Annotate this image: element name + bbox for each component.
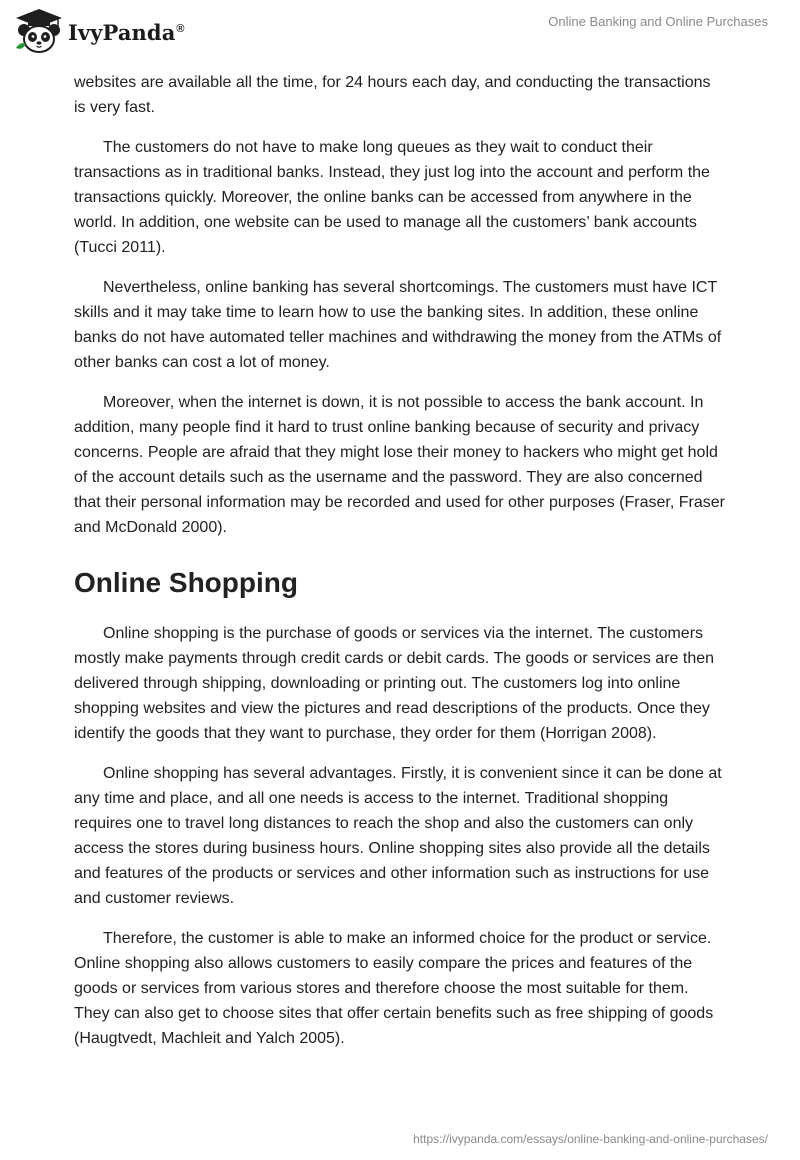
brand-name: IvyPanda® [68, 19, 185, 45]
page-header [0, 0, 800, 72]
panda-graduate-icon [14, 8, 64, 56]
paragraph: Online shopping has several advantages. Firstly, it is convenient since it can be done at any time and place, and all one needs is access to the internet. Traditional shopping requires one to travel long distances to reach the shop and also the customers can only access the stores during business hours. Online shopping sites also provide all the details and features of the products or services and other information such as instructions for use and customer reviews. [74, 765, 722, 907]
registered-mark: ® [176, 22, 185, 35]
paragraph: The customers do not have to make long queues as they wait to conduct their transactions as in traditional banks. Instead, they just log into the account and perform the transactions quickly. Moreover, the online banks can be accessed from anywhere in the world. In addition, one website can be used to manage all the customers’ bank accounts (Tucci 2011). [74, 139, 710, 256]
essay-body [74, 70, 726, 1066]
document-title: Online Banking and Online Purchases [548, 14, 768, 29]
source-url[interactable]: https://ivypanda.com/essays/online-banking-and-online-purchases/ [413, 1132, 768, 1146]
paragraph: Moreover, when the internet is down, it is not possible to access the bank account. In addition, many people find it hard to trust online banking because of security and privacy concerns. People are afraid that they might lose their money to hackers who might get hold of the account details such as the username and the password. They are also concerned that their personal information may be recorded and used for other purposes (Fraser, Fraser and McDonald 2000). [74, 394, 725, 536]
paragraph: websites are available all the time, for 24 hours each day, and conducting the transactions is very fast. [74, 74, 711, 116]
paragraph: Therefore, the customer is able to make an informed choice for the product or service. Online shopping also allows customers to easily compare the prices and features of the goods or services from various stores and therefore choose the most suitable for them. They can also get to choose sites that offer certain benefits such as free shipping of goods (Haugtvedt, Machleit and Yalch 2005). [74, 930, 714, 1047]
paragraph: Nevertheless, online banking has several shortcomings. The customers must have ICT skills and it may take time to learn how to use the banking sites. In addition, these online banks do not have automated teller machines and withdrawing the money from the ATMs of other banks can cost a lot of money. [74, 279, 722, 371]
paragraph: Online shopping is the purchase of goods or services via the internet. The customers mostly make payments through credit cards or debit cards. The goods or services are then delivered through shipping, downloading or printing out. The customers log into online shopping websites and view the pictures and read descriptions of the products. Once they identify the goods that they want to purchase, they order for them (Horrigan 2008). [74, 625, 715, 742]
ivypanda-logo[interactable] [14, 8, 185, 56]
section-heading-online-shopping: Online Shopping [74, 567, 298, 598]
